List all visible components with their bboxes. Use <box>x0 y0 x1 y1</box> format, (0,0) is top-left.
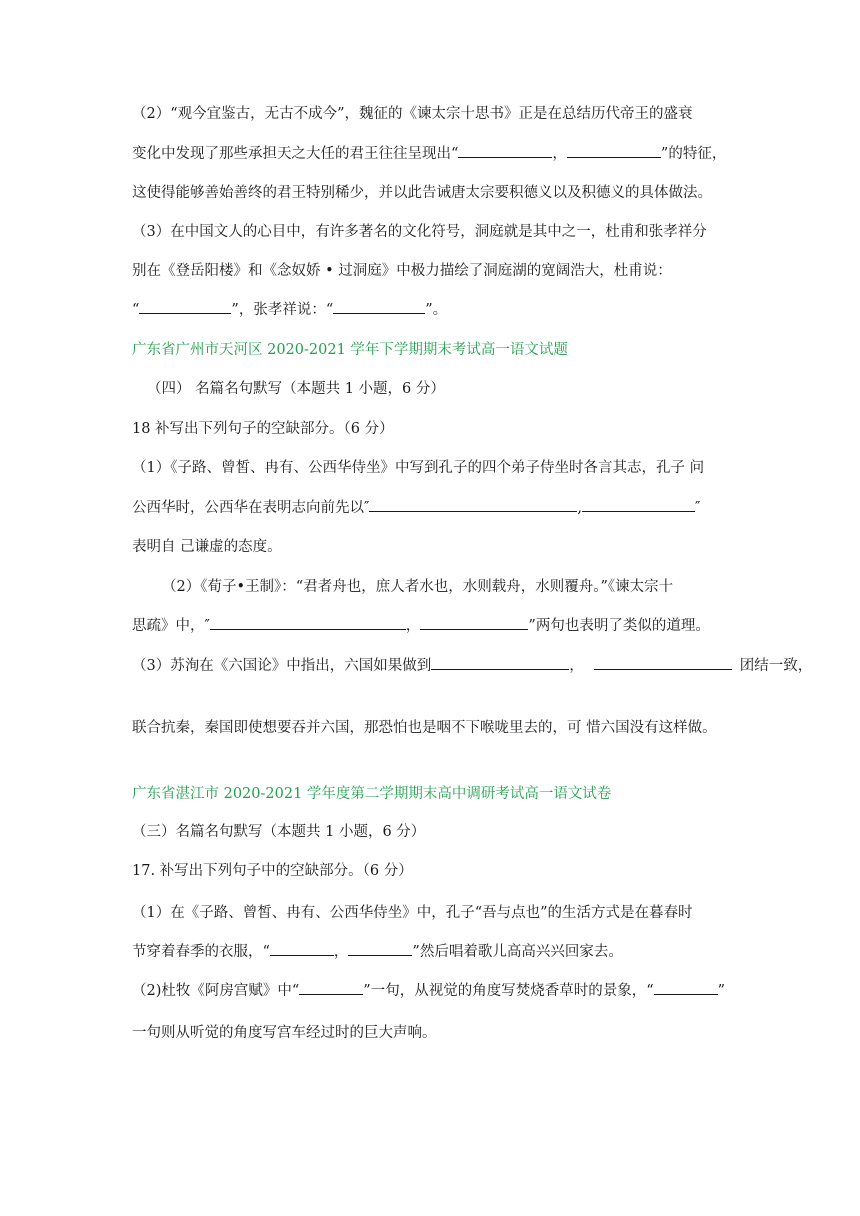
answer-blank[interactable] <box>369 497 577 512</box>
text-fragment: ， <box>552 146 567 162</box>
answer-blank[interactable] <box>348 941 412 956</box>
paragraph-line <box>132 980 725 1002</box>
text-fragment: ， <box>569 658 584 674</box>
question-title: 17. 补写出下列句子中的空缺部分。（6 分） <box>132 863 413 879</box>
paragraph-line: 别在《登岳阳楼》和《念奴娇 • 过洞庭》中极力描绘了洞庭湖的宽阔浩大，杜甫说： <box>132 263 672 279</box>
text-fragment: （2)杜牧《阿房宫赋》中“ <box>132 983 300 999</box>
text-fragment: （3）苏洵在《六国论》中指出，六国如果做到 <box>132 658 432 674</box>
paragraph-line: 表明自 己谦虚的态度。 <box>132 539 282 555</box>
answer-blank[interactable] <box>458 143 552 158</box>
answer-blank[interactable] <box>210 615 406 630</box>
answer-blank[interactable] <box>420 615 528 630</box>
section-subtitle: （三）名篇名句默写（本题共 1 小题，6 分） <box>132 824 426 840</box>
text-fragment: ”。 <box>425 302 448 318</box>
section-heading: 广东省湛江市 2020-2021 学年度第二学期期末高中调研考试高一语文试卷 <box>132 786 612 802</box>
text-fragment: ″ <box>695 500 701 516</box>
paragraph-line: 一句则从听觉的角度写宫车经过时的巨大声响。 <box>132 1025 437 1041</box>
paragraph-line: （2）《荀子•王制》：“君者舟也，庶人者水也，水则载舟，水则覆舟。”《谏太宗十 <box>162 579 674 595</box>
paragraph-line <box>132 497 700 519</box>
text-fragment: 变化中发现了那些承担天之大任的君王往往呈现出“ <box>132 146 459 162</box>
text-fragment: ” <box>717 983 726 999</box>
paragraph-line <box>132 941 623 963</box>
text-fragment: ， <box>333 944 349 960</box>
answer-blank[interactable] <box>139 299 231 314</box>
paragraph-line: （2）“观今宜鉴古，无古不成今”，魏征的《谏太宗十思书》正是在总结历代帝王的盛衰 <box>132 106 693 122</box>
text-fragment: 思疏》中，″ <box>132 618 210 634</box>
answer-blank[interactable] <box>270 941 334 956</box>
text-fragment: 节穿着春季的衣服，“ <box>132 944 270 960</box>
section-subtitle: （四） 名篇名句默写（本题共 1 小题，6 分） <box>147 381 445 397</box>
answer-blank[interactable] <box>567 143 661 158</box>
text-fragment: ”，张孝祥说：“ <box>231 302 334 318</box>
answer-blank[interactable] <box>431 655 569 670</box>
answer-blank[interactable] <box>594 655 732 670</box>
text-fragment: “ <box>132 302 140 318</box>
answer-blank[interactable] <box>654 980 718 995</box>
paragraph-line <box>132 299 447 321</box>
answer-blank[interactable] <box>582 497 695 512</box>
paragraph-line: （3）在中国文人的心目中，有许多著名的文化符号，洞庭就是其中之一，杜甫和张孝祥分 <box>132 224 707 240</box>
text-fragment: 团结一致， <box>739 658 813 674</box>
text-fragment: ”然后唱着歌儿高高兴兴回家去。 <box>412 944 623 960</box>
paragraph-line: （1）《子路、曾皙、冉有、公西华侍坐》中写到孔子的四个弟子侍坐时各言其志，孔子 问 <box>132 460 705 476</box>
text-fragment: , <box>577 500 583 516</box>
text-fragment: 公西华时，公西华在表明志向前先以″ <box>132 500 370 516</box>
text-fragment: ”的特征， <box>660 146 727 162</box>
paragraph-line <box>132 655 812 677</box>
paragraph-line: 这使得能够善始善终的君王特别稀少，并以此告诫唐太宗要积德义以及积德义的具体做法。 <box>132 185 712 201</box>
paragraph-line <box>132 143 726 165</box>
text-fragment: ， <box>405 618 421 634</box>
paragraph-line: 联合抗秦，秦国即使想要吞并六国，那恐怕也是咽不下喉咙里去的，可 惜六国没有这样做。 <box>132 720 717 736</box>
question-title: 18 补写出下列句子的空缺部分。（6 分） <box>132 421 394 437</box>
answer-blank[interactable] <box>299 980 363 995</box>
text-fragment: ”一句，从视觉的角度写焚烧香草时的景象，“ <box>363 983 654 999</box>
text-fragment: ”两句也表明了类似的道理。 <box>528 618 710 634</box>
paragraph-line <box>132 615 710 637</box>
section-heading: 广东省广州市天河区 2020-2021 学年下学期期末考试高一语文试题 <box>132 342 568 358</box>
paragraph-line: （1）在《子路、曾皙、冉有、公西华侍坐》中，孔子“吾与点也”的生活方式是在暮春时 <box>132 905 693 921</box>
answer-blank[interactable] <box>333 299 425 314</box>
